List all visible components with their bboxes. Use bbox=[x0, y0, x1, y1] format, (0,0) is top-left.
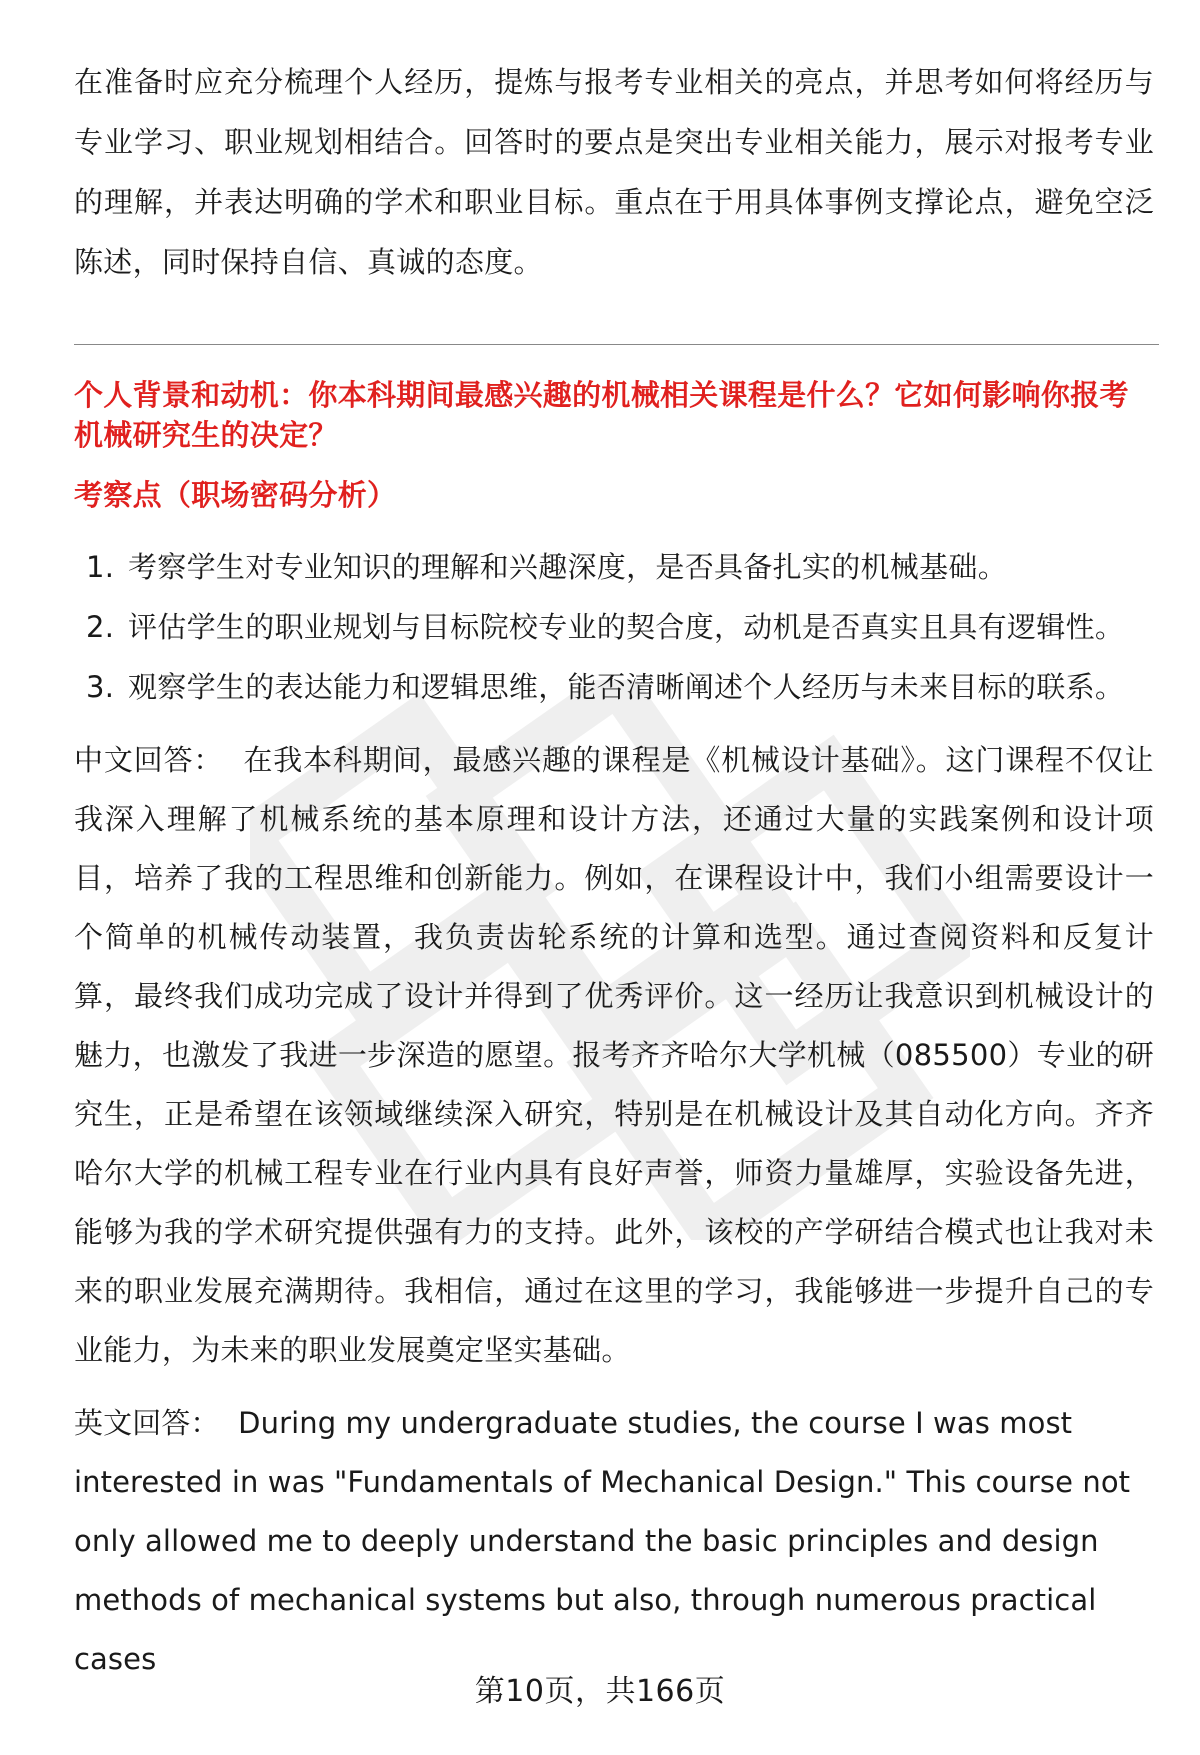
list-item-number: 2. bbox=[86, 610, 115, 644]
list-item-number: 1. bbox=[86, 550, 115, 584]
chinese-answer-text: 在我本科期间，最感兴趣的课程是《机械设计基础》。这门课程不仅让我深入理解了机械系统的基本原理和设计方法，还通过大量的实践案例和设计项目，培养了我的工程思维和创新能力。例如，在课程设计中，我们小组需要设计一个简单的机械传动装置，我负责齿轮系统的计算和选型。通过查阅资料和反复计算，最终我们成功完成了设计并得到了优秀评价。这一经历让我意识到机械设计的魅力，也激发了我进一步深造的愿望。报考齐齐哈尔大学机械（085500）专业的研究生，正是希望在该领域继续深入研究，特别是在机械设计及其自动化方向。齐齐哈尔大学的机械工程专业在行业内具有良好声誉，师资力量雄厚，实验设备先进，能够为我的学术研究提供强有力的支持。此外，该校的产学研结合模式也让我对未来的职业发展充满期待。我相信，通过在这里的学习，我能够进一步提升自己的专业能力，为未来的职业发展奠定坚实基础。 bbox=[74, 743, 1154, 1367]
english-answer-label: 英文回答： bbox=[74, 1406, 220, 1440]
assessment-points-heading: 考察点（职场密码分析） bbox=[74, 478, 397, 512]
intro-paragraph: 在准备时应充分梳理个人经历，提炼与报考专业相关的亮点，并思考如何将经历与专业学习、职业规划相结合。回答时的要点是突出专业相关能力，展示对报考专业的理解，并表达明确的学术和职业目标。重点在于用具体事例支撑论点，避免空泛陈述，同时保持自信、真诚的态度。 bbox=[74, 65, 1154, 279]
chinese-answer-label: 中文回答： bbox=[74, 743, 224, 777]
list-item-text: 考察学生对专业知识的理解和兴趣深度，是否具备扎实的机械基础。 bbox=[128, 550, 1008, 584]
list-item-text: 评估学生的职业规划与目标院校专业的契合度，动机是否真实且具有逻辑性。 bbox=[128, 610, 1125, 644]
english-answer bbox=[74, 1394, 1154, 1689]
document-page bbox=[74, 52, 1154, 1689]
chinese-answer bbox=[74, 731, 1154, 1380]
page-number-footer: 第10页，共166页 bbox=[474, 1674, 726, 1709]
list-item-text: 观察学生的表达能力和逻辑思维，能否清晰阐述个人经历与未来目标的联系。 bbox=[128, 670, 1125, 704]
assessment-points-list bbox=[74, 537, 1154, 717]
english-answer-text: During my undergraduate studies, the course I was most interested in was "Fundamentals of Mechanical Design." This course not only allowed me to deeply understand the basic principles and design methods of mechanical systems but also, through numerous practical cases bbox=[74, 1406, 1131, 1676]
list-item bbox=[74, 537, 1154, 597]
question-heading: 个人背景和动机：你本科期间最感兴趣的机械相关课程是什么？它如何影响你报考机械研究生的决定？ bbox=[74, 378, 1129, 452]
section-divider bbox=[74, 344, 1159, 345]
list-item bbox=[74, 597, 1154, 657]
list-item-number: 3. bbox=[86, 670, 115, 704]
list-item bbox=[74, 657, 1154, 717]
